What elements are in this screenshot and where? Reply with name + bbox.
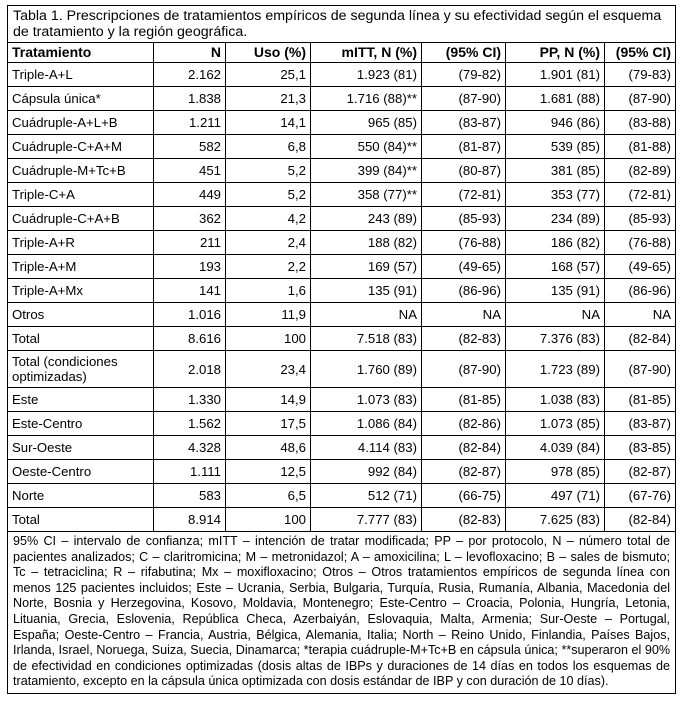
cell-n: 4.328 [154,436,226,460]
cell-tratamiento: Total (condiciones optimizadas) [8,351,154,388]
cell-tratamiento: Triple-C+A [8,183,154,207]
cell-mitt: 992 (84) [311,460,422,484]
table-body [8,63,676,532]
table-row [8,87,676,111]
cell-uso: 17,5 [226,412,311,436]
cell-tratamiento: Oeste-Centro [8,460,154,484]
cell-pp: 497 (71) [506,484,605,508]
table-row [8,63,676,87]
cell-n: 8.914 [154,508,226,532]
table-row [8,351,676,388]
cell-n: 8.616 [154,327,226,351]
cell-tratamiento: Total [8,508,154,532]
table-footnote: 95% CI – intervalo de confianza; mITT – intención de tratar modificada; PP – por protocolo, N – número total de pacientes analizados; C – claritromicina; M – metronidazol; A – amoxicilina; L – levofloxacino; B – sales de bismuto; Tc – tetraciclina; R – rifabutina; Mx – moxifloxacino; Otros – Otros tratamientos empíricos de segunda línea con menos 125 pacientes incluidos; Este – Ucrania, Serbia, Bulgaria, Turquía, Rusia, Rumanía, Albania, Macedonia del Norte, Bosnia y Herzegovina, Kosovo, Moldavia, Montenegro; Este-Centro – Croacia, Polonia, Hungría, Letonia, Lituania, Grecia, Eslovenia, República Checa, Azerbaiyán, Eslovaquia, Malta, Armenia; Sur-Oeste – Portugal, España; Oeste-Centro – Francia, Austria, Bélgica, Alemania, Italia; North – Reino Unido, Finlandia, Países Bajos, Irlanda, Israel, Noruega, Suiza, Suecia, Dinamarca; *terapia cuádruple-M+Tc+B en cápsula única; **superaron el 90% de efectividad en condiciones optimizadas (dosis altas de IBPs y duraciones de 14 días en todos los esquemas de tratamiento, excepto en la cápsula única optimizada con dosis estándar de IBP y con duración de 10 días). [8,532,676,694]
cell-pp-ci: (87-90) [605,351,676,388]
cell-mitt: 1.760 (89) [311,351,422,388]
cell-mitt-ci: (87-90) [422,351,506,388]
cell-pp: 7.625 (83) [506,508,605,532]
cell-n: 1.111 [154,460,226,484]
cell-uso: 21,3 [226,87,311,111]
cell-tratamiento: Cuádruple-C+A+M [8,135,154,159]
header-tratamiento: Tratamiento [8,43,154,63]
table-row [8,111,676,135]
cell-pp-ci: (72-81) [605,183,676,207]
header-mitt: mITT, N (%) [311,43,422,63]
cell-pp-ci: (67-76) [605,484,676,508]
cell-uso: 23,4 [226,351,311,388]
header-uso: Uso (%) [226,43,311,63]
cell-tratamiento: Este [8,388,154,412]
cell-n: 1.330 [154,388,226,412]
cell-uso: 5,2 [226,183,311,207]
cell-tratamiento: Cuádruple-A+L+B [8,111,154,135]
cell-mitt: 188 (82) [311,231,422,255]
cell-n: 1.838 [154,87,226,111]
cell-pp-ci: (86-96) [605,279,676,303]
cell-pp-ci: (85-93) [605,207,676,231]
cell-mitt: 512 (71) [311,484,422,508]
cell-mitt: 965 (85) [311,111,422,135]
cell-pp: 381 (85) [506,159,605,183]
cell-mitt-ci: (87-90) [422,87,506,111]
cell-tratamiento: Triple-A+Mx [8,279,154,303]
cell-pp-ci: (87-90) [605,87,676,111]
cell-n: 141 [154,279,226,303]
cell-tratamiento: Este-Centro [8,412,154,436]
cell-pp: 353 (77) [506,183,605,207]
cell-n: 583 [154,484,226,508]
cell-mitt-ci: (82-86) [422,412,506,436]
cell-n: 1.016 [154,303,226,327]
cell-n: 1.562 [154,412,226,436]
cell-mitt-ci: (81-85) [422,388,506,412]
cell-n: 193 [154,255,226,279]
cell-mitt: 7.777 (83) [311,508,422,532]
cell-pp: 1.073 (85) [506,412,605,436]
table-row [8,279,676,303]
table-row [8,159,676,183]
cell-mitt-ci: (66-75) [422,484,506,508]
cell-pp-ci: (81-85) [605,388,676,412]
table-row [8,303,676,327]
cell-n: 582 [154,135,226,159]
table-row [8,327,676,351]
table-row [8,508,676,532]
cell-mitt: 243 (89) [311,207,422,231]
cell-mitt-ci: (80-87) [422,159,506,183]
cell-pp: 1.723 (89) [506,351,605,388]
cell-mitt: 1.086 (84) [311,412,422,436]
cell-pp: 539 (85) [506,135,605,159]
cell-uso: 14,9 [226,388,311,412]
cell-n: 2.162 [154,63,226,87]
cell-mitt-ci: (82-84) [422,436,506,460]
header-pp-ci: (95% CI) [605,43,676,63]
cell-mitt: 550 (84)** [311,135,422,159]
cell-mitt-ci: (85-93) [422,207,506,231]
header-pp: PP, N (%) [506,43,605,63]
cell-pp: 7.376 (83) [506,327,605,351]
cell-mitt: 7.518 (83) [311,327,422,351]
cell-uso: 11,9 [226,303,311,327]
cell-mitt: 4.114 (83) [311,436,422,460]
cell-pp: 135 (91) [506,279,605,303]
cell-mitt-ci: (86-96) [422,279,506,303]
cell-uso: 12,5 [226,460,311,484]
table-row [8,436,676,460]
cell-pp: 946 (86) [506,111,605,135]
cell-mitt: NA [311,303,422,327]
table-row [8,460,676,484]
cell-mitt-ci: (81-87) [422,135,506,159]
cell-uso: 2,4 [226,231,311,255]
cell-tratamiento: Otros [8,303,154,327]
table-row [8,207,676,231]
cell-uso: 5,2 [226,159,311,183]
cell-uso: 2,2 [226,255,311,279]
cell-mitt-ci: (83-87) [422,111,506,135]
cell-mitt-ci: (82-87) [422,460,506,484]
table-row [8,412,676,436]
cell-n: 449 [154,183,226,207]
cell-uso: 1,6 [226,279,311,303]
table-container [7,5,675,694]
cell-uso: 6,5 [226,484,311,508]
cell-pp-ci: (76-88) [605,231,676,255]
table-row [8,183,676,207]
cell-tratamiento: Cuádruple-M+Tc+B [8,159,154,183]
cell-pp-ci: (82-84) [605,327,676,351]
cell-pp: 978 (85) [506,460,605,484]
table-title: Tabla 1. Prescripciones de tratamientos empíricos de segunda línea y su efectividad según el esquema de tratamiento y la región geográfica. [8,6,676,43]
cell-tratamiento: Sur-Oeste [8,436,154,460]
cell-mitt-ci: (79-82) [422,63,506,87]
cell-mitt-ci: (76-88) [422,231,506,255]
cell-tratamiento: Triple-A+M [8,255,154,279]
header-mitt-ci: (95% CI) [422,43,506,63]
table-row [8,135,676,159]
cell-n: 362 [154,207,226,231]
cell-mitt-ci: (72-81) [422,183,506,207]
header-n: N [154,43,226,63]
cell-tratamiento: Norte [8,484,154,508]
cell-pp-ci: (82-89) [605,159,676,183]
cell-pp-ci: (83-87) [605,412,676,436]
cell-pp: 1.901 (81) [506,63,605,87]
cell-uso: 48,6 [226,436,311,460]
cell-uso: 6,8 [226,135,311,159]
cell-pp: 1.038 (83) [506,388,605,412]
cell-mitt: 1.073 (83) [311,388,422,412]
cell-tratamiento: Cuádruple-C+A+B [8,207,154,231]
cell-pp: 186 (82) [506,231,605,255]
cell-uso: 100 [226,327,311,351]
cell-pp-ci: NA [605,303,676,327]
table-row [8,484,676,508]
cell-tratamiento: Total [8,327,154,351]
cell-mitt-ci: NA [422,303,506,327]
table-row [8,231,676,255]
cell-uso: 25,1 [226,63,311,87]
table-row [8,255,676,279]
cell-pp: 234 (89) [506,207,605,231]
cell-mitt: 1.923 (81) [311,63,422,87]
cell-uso: 100 [226,508,311,532]
cell-mitt-ci: (82-83) [422,327,506,351]
cell-tratamiento: Triple-A+R [8,231,154,255]
cell-pp-ci: (82-84) [605,508,676,532]
cell-pp-ci: (49-65) [605,255,676,279]
data-table [7,5,676,694]
cell-pp-ci: (81-88) [605,135,676,159]
cell-tratamiento: Cápsula única* [8,87,154,111]
table-row [8,388,676,412]
cell-tratamiento: Triple-A+L [8,63,154,87]
cell-n: 2.018 [154,351,226,388]
cell-n: 451 [154,159,226,183]
cell-uso: 4,2 [226,207,311,231]
header-row [8,43,676,63]
cell-mitt: 169 (57) [311,255,422,279]
cell-pp: 168 (57) [506,255,605,279]
cell-pp-ci: (79-83) [605,63,676,87]
cell-pp-ci: (82-87) [605,460,676,484]
cell-uso: 14,1 [226,111,311,135]
cell-pp: NA [506,303,605,327]
cell-n: 1.211 [154,111,226,135]
cell-mitt: 135 (91) [311,279,422,303]
cell-mitt: 1.716 (88)** [311,87,422,111]
cell-pp-ci: (83-85) [605,436,676,460]
cell-n: 211 [154,231,226,255]
cell-mitt: 399 (84)** [311,159,422,183]
cell-pp: 4.039 (84) [506,436,605,460]
cell-mitt-ci: (49-65) [422,255,506,279]
cell-pp: 1.681 (88) [506,87,605,111]
cell-mitt: 358 (77)** [311,183,422,207]
cell-mitt-ci: (82-83) [422,508,506,532]
cell-pp-ci: (83-88) [605,111,676,135]
